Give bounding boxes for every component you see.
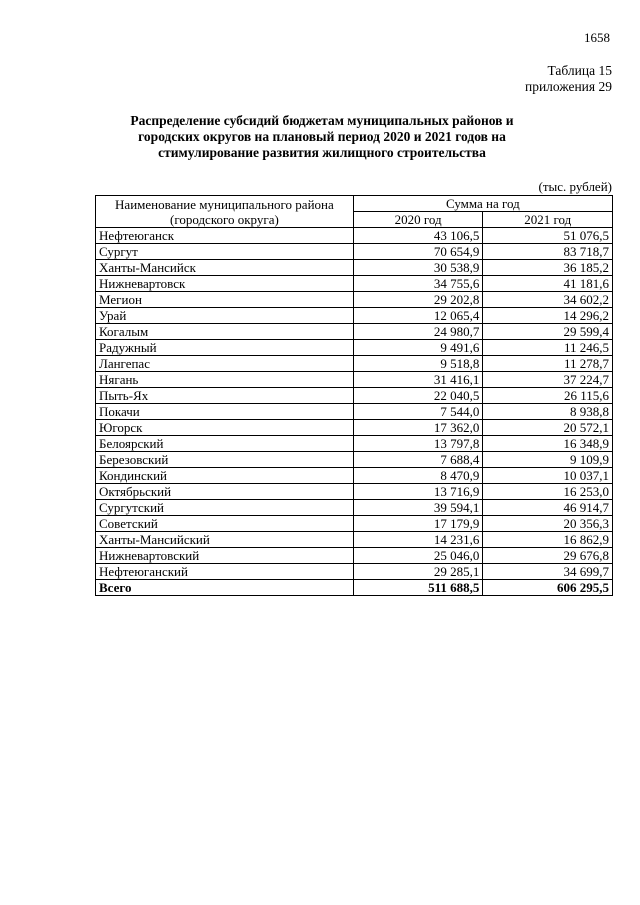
- subsidy-table: [95, 195, 613, 596]
- amount-2021-cell: 34 699,7: [483, 564, 613, 580]
- amount-2020-cell: 13 797,8: [353, 436, 483, 452]
- municipality-name-cell: Покачи: [96, 404, 354, 420]
- table-row: [96, 436, 613, 452]
- municipality-name-cell: Мегион: [96, 292, 354, 308]
- amount-2021-cell: 16 862,9: [483, 532, 613, 548]
- table-row: [96, 516, 613, 532]
- municipality-name-cell: Нефтеюганский: [96, 564, 354, 580]
- table-number: Таблица 15: [547, 63, 612, 78]
- municipality-name-cell: Березовский: [96, 452, 354, 468]
- table-row: [96, 244, 613, 260]
- amount-2020-cell: 14 231,6: [353, 532, 483, 548]
- municipality-name-cell: Нефтеюганск: [96, 228, 354, 244]
- header-year-2020: 2020 год: [353, 212, 483, 228]
- amount-2020-cell: 24 980,7: [353, 324, 483, 340]
- municipality-name-cell: Нижневартовск: [96, 276, 354, 292]
- table-row: [96, 228, 613, 244]
- municipality-name-cell: Всего: [96, 580, 354, 596]
- amount-2021-cell: 46 914,7: [483, 500, 613, 516]
- amount-2021-cell: 51 076,5: [483, 228, 613, 244]
- table-row: [96, 500, 613, 516]
- header-year-2021: 2021 год: [483, 212, 613, 228]
- amount-2021-cell: 8 938,8: [483, 404, 613, 420]
- amount-2020-cell: 511 688,5: [353, 580, 483, 596]
- amount-2020-cell: 9 491,6: [353, 340, 483, 356]
- amount-2021-cell: 36 185,2: [483, 260, 613, 276]
- document-title: Распределение субсидий бюджетам муниципальных районов и городских округов на плановый период 2020 и 2021 годов на стимулирование развития жилищного строительства: [130, 113, 514, 160]
- amount-2020-cell: 29 202,8: [353, 292, 483, 308]
- total-row: [96, 580, 613, 596]
- municipality-name-cell: Кондинский: [96, 468, 354, 484]
- table-row: [96, 372, 613, 388]
- municipality-name-cell: Нягань: [96, 372, 354, 388]
- header-municipality: [96, 196, 354, 228]
- amount-2021-cell: 9 109,9: [483, 452, 613, 468]
- municipality-name-cell: Когалым: [96, 324, 354, 340]
- amount-2021-cell: 26 115,6: [483, 388, 613, 404]
- table-row: [96, 388, 613, 404]
- amount-2021-cell: 20 356,3: [483, 516, 613, 532]
- amount-2021-cell: 83 718,7: [483, 244, 613, 260]
- amount-2020-cell: 17 179,9: [353, 516, 483, 532]
- amount-2021-cell: 29 599,4: [483, 324, 613, 340]
- amount-2021-cell: 11 246,5: [483, 340, 613, 356]
- amount-2020-cell: 43 106,5: [353, 228, 483, 244]
- table-body: [96, 228, 613, 596]
- table-row: [96, 404, 613, 420]
- municipality-name-cell: Сургутский: [96, 500, 354, 516]
- amount-2021-cell: 16 253,0: [483, 484, 613, 500]
- amount-2020-cell: 13 716,9: [353, 484, 483, 500]
- table-row: [96, 276, 613, 292]
- municipality-name-cell: Белоярский: [96, 436, 354, 452]
- table-row: [96, 260, 613, 276]
- amount-2021-cell: 37 224,7: [483, 372, 613, 388]
- municipality-name-cell: Ханты-Мансийск: [96, 260, 354, 276]
- amount-2020-cell: 34 755,6: [353, 276, 483, 292]
- amount-2021-cell: 10 037,1: [483, 468, 613, 484]
- amount-2021-cell: 34 602,2: [483, 292, 613, 308]
- amount-2021-cell: 11 278,7: [483, 356, 613, 372]
- amount-2021-cell: 41 181,6: [483, 276, 613, 292]
- table-row: [96, 484, 613, 500]
- table-row: [96, 452, 613, 468]
- amount-2021-cell: 20 572,1: [483, 420, 613, 436]
- municipality-name-cell: Югорск: [96, 420, 354, 436]
- table-row: [96, 564, 613, 580]
- amount-2020-cell: 70 654,9: [353, 244, 483, 260]
- amount-2020-cell: 29 285,1: [353, 564, 483, 580]
- amount-2020-cell: 9 518,8: [353, 356, 483, 372]
- municipality-name-cell: Советский: [96, 516, 354, 532]
- amount-2020-cell: 39 594,1: [353, 500, 483, 516]
- header-municipality-line2: (городского округа): [169, 211, 279, 227]
- amount-2020-cell: 12 065,4: [353, 308, 483, 324]
- amount-2020-cell: 8 470,9: [353, 468, 483, 484]
- amount-2021-cell: 14 296,2: [483, 308, 613, 324]
- amount-2020-cell: 30 538,9: [353, 260, 483, 276]
- amount-2020-cell: 22 040,5: [353, 388, 483, 404]
- table-row: [96, 324, 613, 340]
- amount-2021-cell: 29 676,8: [483, 548, 613, 564]
- municipality-name-cell: Лангепас: [96, 356, 354, 372]
- amount-2021-cell: 16 348,9: [483, 436, 613, 452]
- table-reference: [525, 63, 612, 95]
- page-number: 1658: [584, 30, 610, 45]
- amount-2020-cell: 17 362,0: [353, 420, 483, 436]
- unit-note: (тыс. рублей): [538, 179, 612, 194]
- header-municipality-line1: Наименование муниципального района: [115, 196, 334, 212]
- amount-2021-cell: 606 295,5: [483, 580, 613, 596]
- municipality-name-cell: Радужный: [96, 340, 354, 356]
- amount-2020-cell: 7 544,0: [353, 404, 483, 420]
- municipality-name-cell: Октябрьский: [96, 484, 354, 500]
- header-sum-per-year: Сумма на год: [353, 196, 612, 212]
- municipality-name-cell: Пыть-Ях: [96, 388, 354, 404]
- table-row: [96, 356, 613, 372]
- amount-2020-cell: 31 416,1: [353, 372, 483, 388]
- table-row: [96, 292, 613, 308]
- table-row: [96, 308, 613, 324]
- municipality-name-cell: Нижневартовский: [96, 548, 354, 564]
- table-row: [96, 420, 613, 436]
- amount-2020-cell: 25 046,0: [353, 548, 483, 564]
- amount-2020-cell: 7 688,4: [353, 452, 483, 468]
- municipality-name-cell: Ханты-Мансийский: [96, 532, 354, 548]
- table-row: [96, 532, 613, 548]
- table-row: [96, 548, 613, 564]
- table-row: [96, 468, 613, 484]
- table-row: [96, 340, 613, 356]
- municipality-name-cell: Урай: [96, 308, 354, 324]
- municipality-name-cell: Сургут: [96, 244, 354, 260]
- appendix-number: приложения 29: [524, 79, 612, 94]
